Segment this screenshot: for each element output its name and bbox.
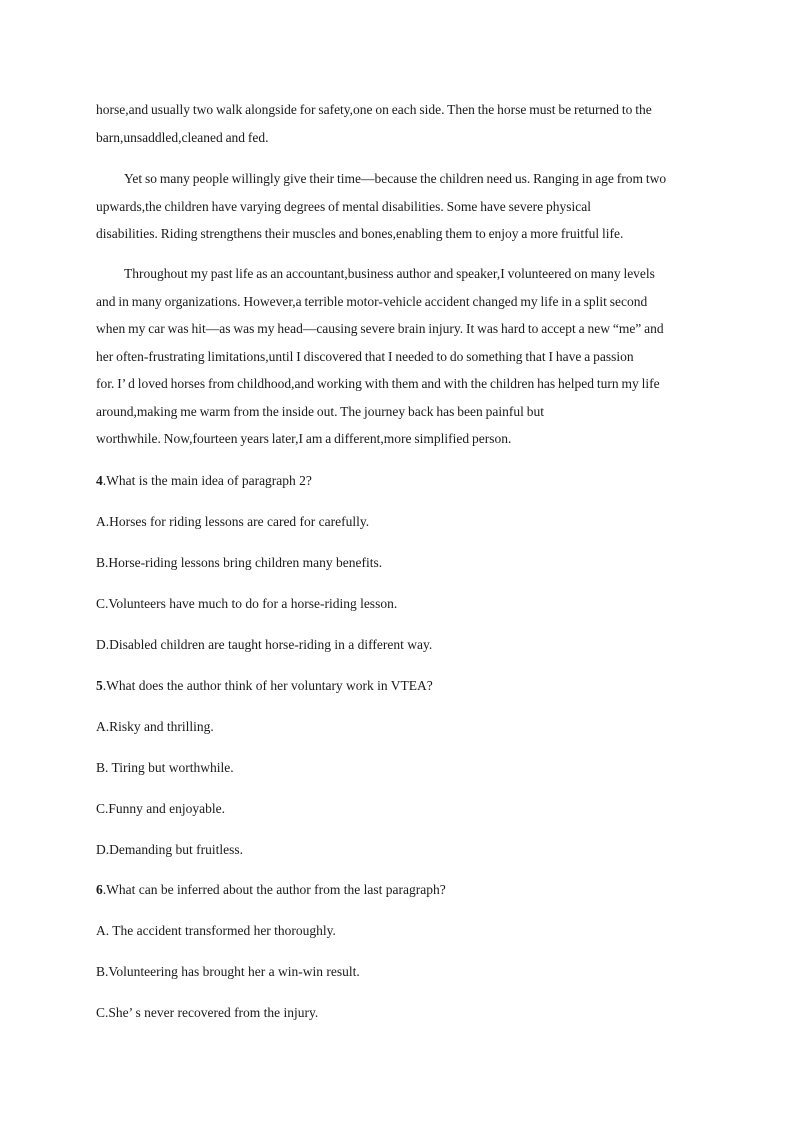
question-text: .What is the main idea of paragraph 2? [102, 473, 312, 488]
question-6-option-b: B.Volunteering has brought her a win-win result. [96, 964, 360, 979]
question-4-stem [96, 471, 706, 491]
paragraph-line: horse,and usually two walk alongside for safety,one on each side. Then the horse must be returned to the [96, 102, 652, 117]
question-4-option-d: D.Disabled children are taught horse-riding in a different way. [96, 637, 433, 652]
paragraph-line: and in many organizations. However,a terrible motor-vehicle accident changed my life in a split second [96, 293, 648, 309]
paragraph-line: when my car was hit—as was my head—causing severe brain injury. It was hard to accept a new “me” and [96, 321, 664, 336]
paragraph-line: around,making me warm from the inside out. The journey back has been painful but [96, 403, 545, 419]
question-text: .What can be inferred about the author from the last paragraph? [102, 882, 446, 897]
question-4-option-b: B.Horse-riding lessons bring children many benefits. [96, 555, 383, 570]
paragraph-3 [96, 260, 706, 453]
paragraph-line: Throughout my past life as an accountant,business author and speaker,I volunteered on many levels [124, 266, 655, 281]
paragraph-line: for. I’ d loved horses from childhood,and working with them and with the children has helped turn my life [96, 376, 660, 391]
paragraph-line: barn,unsaddled,cleaned and fed. [96, 129, 269, 145]
question-6-option-c: C.She’ s never recovered from the injury. [96, 1005, 319, 1020]
paragraph-line: Yet so many people willingly give their time—because the children need us. Ranging in age from two [124, 171, 667, 186]
question-5-option-b: B. Tiring but worthwhile. [96, 760, 234, 775]
question-6-option-a: A. The accident transformed her thoroughly. [96, 923, 336, 938]
question-5-stem [96, 676, 706, 696]
paragraph-1 [96, 96, 706, 151]
paragraph-line: disabilities. Riding strengthens their muscles and bones,enabling them to enjoy a more fruitful life. [96, 226, 624, 241]
question-number: 5 [96, 678, 103, 693]
paragraph-line: her often-frustrating limitations,until I discovered that I needed to do something that I have a passion [96, 348, 634, 364]
paragraph-line: worthwhile. Now,fourteen years later,I am a different,more simplified person. [96, 431, 512, 446]
question-number: 6 [96, 882, 103, 897]
question-6-stem [96, 880, 706, 900]
question-5-option-a: A.Risky and thrilling. [96, 719, 214, 734]
question-5-option-d: D.Demanding but fruitless. [96, 842, 243, 857]
paragraph-line: upwards,the children have varying degrees of mental disabilities. Some have severe physical [96, 198, 591, 214]
question-4-option-c: C.Volunteers have much to do for a horse-riding lesson. [96, 596, 398, 611]
paragraph-2 [96, 165, 706, 248]
question-number: 4 [96, 473, 103, 488]
question-text: .What does the author think of her voluntary work in VTEA? [102, 678, 433, 693]
question-5-option-c: C.Funny and enjoyable. [96, 801, 225, 816]
question-4-option-a: A.Horses for riding lessons are cared for carefully. [96, 514, 370, 529]
